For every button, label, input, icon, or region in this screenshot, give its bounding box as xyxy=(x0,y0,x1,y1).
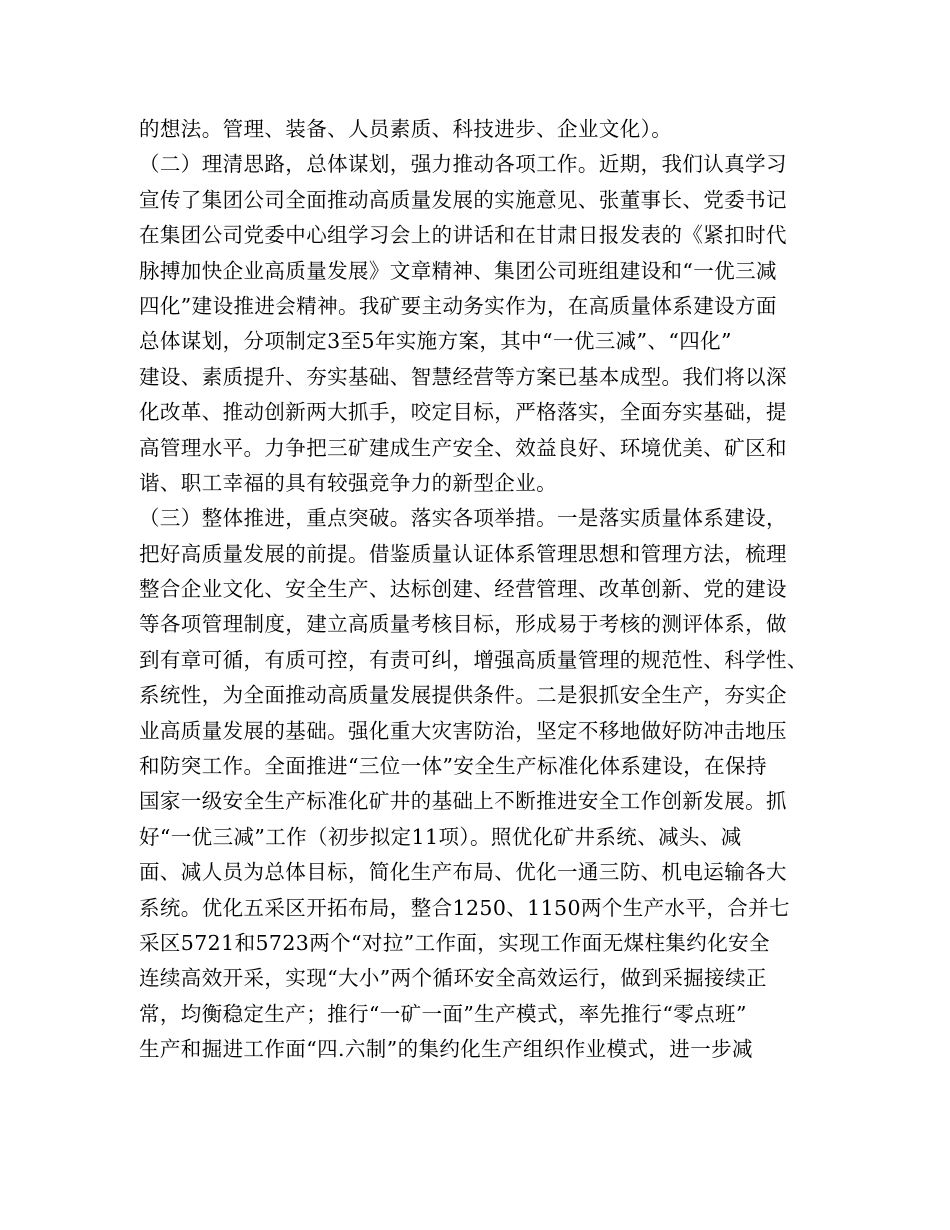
text-line: 面、减人员为总体目标，简化生产布局、优化一通三防、机电运输各大 xyxy=(139,860,787,885)
text-line: 宣传了集团公司全面推动高质量发展的实施意见、张董事长、党委书记 xyxy=(139,187,787,212)
text-line: 到有章可循，有质可控，有责可纠，增强高质量管理的规范性、科学性、 xyxy=(139,647,808,672)
text-line: 等各项管理制度，建立高质量考核目标，形成易于考核的测评体系，做 xyxy=(139,612,787,637)
text-line: 业高质量发展的基础。强化重大灾害防治，坚定不移地做好防冲击地压 xyxy=(139,718,787,743)
text-line: 四化”建设推进会精神。我矿要主动务实作为，在高质量体系建设方面 xyxy=(139,293,777,318)
text-line: 连续高效开采，实现“大小”两个循环安全高效运行，做到采掘接续正 xyxy=(139,966,767,991)
text-line: 谐、职工幸福的具有较强竞争力的新型企业。 xyxy=(139,470,557,495)
text-line: 常，均衡稳定生产；推行“一矿一面”生产模式，率先推行“零点班” xyxy=(139,1001,747,1026)
text-line: 建设、素质提升、夯实基础、智慧经营等方案已基本成型。我们将以深 xyxy=(139,364,787,389)
text-line: 系统性，为全面推动高质量发展提供条件。二是狠抓安全生产，夯实企 xyxy=(139,683,787,708)
body-text xyxy=(139,112,829,1068)
text-line: 总体谋划，分项制定3至5年实施方案，其中“一优三减”、“四化” xyxy=(139,329,732,354)
text-line: 把好高质量发展的前提。借鉴质量认证体系管理思想和管理方法，梳理 xyxy=(139,541,787,566)
text-line: 高管理水平。力争把三矿建成生产安全、效益良好、环境优美、矿区和 xyxy=(139,435,787,460)
text-line: 国家一级安全生产标准化矿井的基础上不断推进安全工作创新发展。抓 xyxy=(139,789,787,814)
text-line: 采区5721和5723两个“对拉”工作面，实现工作面无煤柱集约化安全 xyxy=(139,930,770,955)
text-line: 的想法。管理、装备、人员素质、科技进步、企业文化）。 xyxy=(139,117,673,141)
text-line: （三）整体推进，重点突破。落实各项举措。一是落实质量体系建设， xyxy=(139,506,787,531)
text-line: 系统。优化五采区开拓布局，整合1250、1150两个生产水平，合并七 xyxy=(139,895,790,920)
text-line: 整合企业文化、安全生产、达标创建、经营管理、改革创新、党的建设 xyxy=(139,577,787,602)
text-line: 化改革、推动创新两大抓手，咬定目标，严格落实，全面夯实基础，提 xyxy=(139,400,787,425)
text-line: 在集团公司党委中心组学习会上的讲话和在甘肃日报发表的《紧扣时代 xyxy=(139,223,787,248)
text-line: 好“一优三减”工作（初步拟定11项）。照优化矿井系统、减头、减 xyxy=(139,824,742,849)
text-line: 生产和掘进工作面“四.六制”的集约化生产组织作业模式，进一步减 xyxy=(139,1037,753,1062)
text-line: 和防突工作。全面推进“三位一体”安全生产标准化体系建设，在保持 xyxy=(139,754,767,779)
text-line: 脉搏加快企业高质量发展》文章精神、集团公司班组建设和“一优三减 xyxy=(139,258,777,283)
text-line: （二）理清思路，总体谋划，强力推动各项工作。近期，我们认真学习 xyxy=(139,152,787,177)
